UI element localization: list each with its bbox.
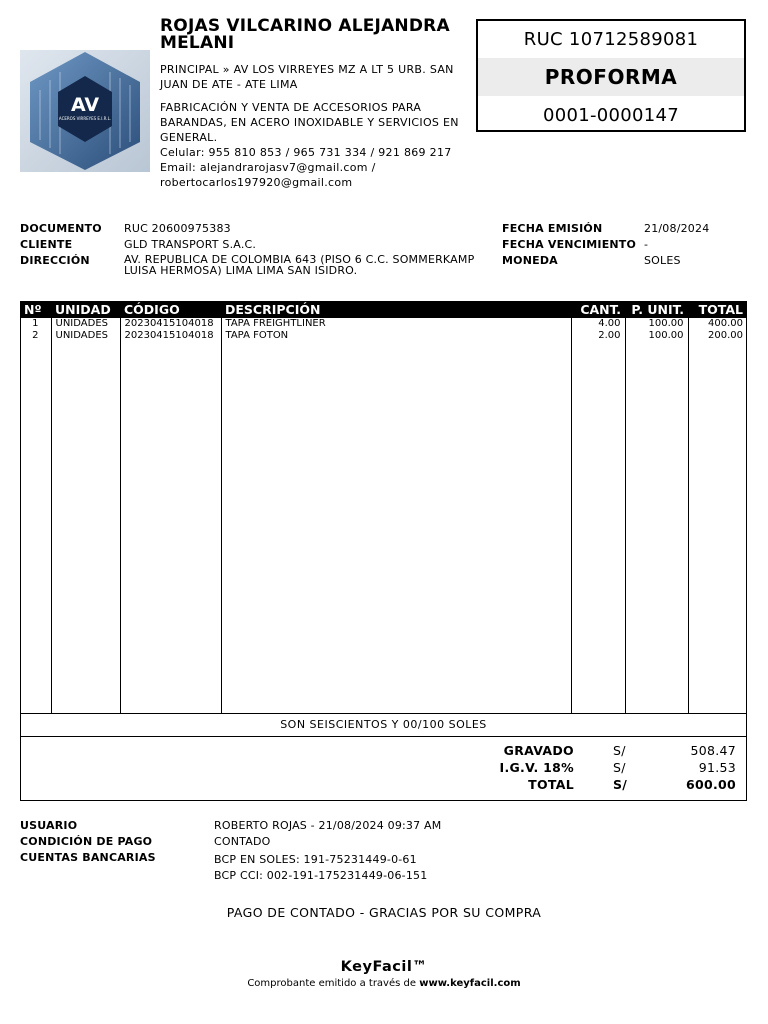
col-header-cant: CANT.: [571, 301, 625, 318]
moneda-label: MONEDA: [502, 254, 558, 267]
total-label: TOTAL: [528, 777, 574, 792]
usuario-label: USUARIO: [20, 819, 78, 832]
emision-label: FECHA EMISIÓN: [502, 222, 603, 235]
col-header-punit: P. UNIT.: [625, 301, 688, 318]
issuer-address: PRINCIPAL » AV LOS VIRREYES MZ A LT 5 URB. SAN JUAN DE ATE - ATE LIMA: [160, 63, 454, 91]
client-values: [124, 222, 504, 276]
document-type: PROFORMA: [478, 58, 744, 96]
totals-labels: [440, 742, 574, 793]
row-total: 200.00: [688, 330, 747, 342]
igv-currency: S/: [613, 760, 626, 775]
extra-labels: [20, 818, 200, 866]
thanks-message: PAGO DE CONTADO - GRACIAS POR SU COMPRA: [226, 905, 542, 920]
col-header-num: Nº: [20, 301, 51, 318]
brand-caption-prefix: Comprobante emitido a través de: [247, 978, 417, 989]
row-num: 1: [32, 318, 39, 329]
row-descripcion: TAPA FOTON: [221, 330, 571, 342]
documento-value: RUC 20600975383: [124, 222, 231, 235]
brand-caption: [0, 978, 768, 989]
logo-text: AV: [70, 94, 100, 116]
row-punit: 100.00: [625, 330, 688, 342]
emision-value: 21/08/2024: [644, 222, 710, 235]
cuentas-label: CUENTAS BANCARIAS: [20, 851, 156, 864]
cuenta-soles: BCP EN SOLES: 191-75231449-0-61: [214, 853, 417, 866]
client-labels: [20, 222, 120, 267]
condicion-value: CONTADO: [214, 835, 271, 848]
col-header-codigo: CÓDIGO: [120, 301, 221, 318]
gravado-label: GRAVADO: [503, 743, 574, 758]
cliente-label: CLIENTE: [20, 238, 73, 251]
date-labels: [502, 222, 642, 267]
gravado-currency: S/: [613, 743, 626, 758]
documento-label: DOCUMENTO: [20, 222, 102, 235]
total-value: 600.00: [685, 777, 736, 792]
issuer-activity: FABRICACIÓN Y VENTA DE ACCESORIOS PARA BARANDAS, EN ACERO INOXIDABLE Y SERVICIOS EN GENERAL.: [160, 101, 459, 144]
row-unidad: UNIDADES: [51, 330, 120, 342]
document-series: 0001-0000147: [542, 105, 680, 126]
row-codigo: 20230415104018: [120, 330, 221, 342]
row-total: 400.00: [688, 318, 747, 330]
document-id-box: [476, 19, 746, 132]
row-cant: 4.00: [571, 318, 625, 330]
row-descripcion: TAPA FREIGHTLINER: [221, 318, 571, 330]
moneda-value: SOLES: [644, 254, 681, 267]
gravado-value: 508.47: [690, 743, 736, 758]
totals-values: [660, 742, 736, 793]
vencimiento-label: FECHA VENCIMIENTO: [502, 238, 637, 251]
brand-name: KeyFacil™: [340, 959, 428, 975]
direccion-value: AV. REPUBLICA DE COLOMBIA 643 (PISO 6 C.C. SOMMERKAMP LUISA HERMOSA) LIMA LIMA SAN ISIDRO.: [124, 253, 475, 277]
table-filler: [20, 342, 747, 713]
company-logo: [20, 50, 150, 172]
cliente-value: GLD TRANSPORT S.A.C.: [124, 238, 257, 251]
condicion-label: CONDICIÓN DE PAGO: [20, 835, 153, 848]
items-table: [20, 301, 747, 713]
amount-in-words: SON SEISCIENTOS Y 00/100 SOLES: [21, 713, 746, 737]
table-row: [20, 318, 747, 330]
extra-values: [214, 818, 614, 884]
usuario-value: ROBERTO ROJAS - 21/08/2024 09:37 AM: [214, 819, 442, 832]
row-codigo: 20230415104018: [120, 318, 221, 330]
row-unidad: UNIDADES: [51, 318, 120, 330]
issuer-info: [160, 62, 470, 190]
brand-site-link[interactable]: www.keyfacil.com: [419, 978, 521, 989]
cuenta-cci: BCP CCI: 002-191-175231449-06-151: [214, 869, 428, 882]
row-cant: 2.00: [571, 330, 625, 342]
igv-value: 91.53: [698, 760, 736, 775]
issuer-name: ROJAS VILCARINO ALEJANDRA MELANI: [160, 16, 450, 53]
issuer-ruc: RUC 10712589081: [523, 29, 699, 50]
row-punit: 100.00: [625, 318, 688, 330]
date-values: [644, 222, 744, 267]
igv-label: I.G.V. 18%: [499, 760, 574, 775]
col-header-unidad: UNIDAD: [51, 301, 120, 318]
row-num: 2: [32, 330, 39, 341]
vencimiento-value: -: [644, 238, 649, 251]
table-row: [20, 330, 747, 342]
col-header-descripcion: DESCRIPCIÓN: [221, 301, 571, 318]
totals-currency: [613, 742, 643, 793]
direccion-label: DIRECCIÓN: [20, 254, 90, 267]
total-currency: S/: [613, 777, 628, 792]
col-header-total: TOTAL: [688, 301, 747, 318]
issuer-phone: Celular: 955 810 853 / 965 731 334 / 921 869 217: [160, 146, 452, 159]
logo-subtext: ACEROS VIRREYES E.I.R.L.: [58, 116, 112, 121]
table-header: [20, 301, 747, 318]
issuer-email: Email: alejandrarojasv7@gmail.com / robertocarlos197920@gmail.com: [160, 161, 376, 189]
